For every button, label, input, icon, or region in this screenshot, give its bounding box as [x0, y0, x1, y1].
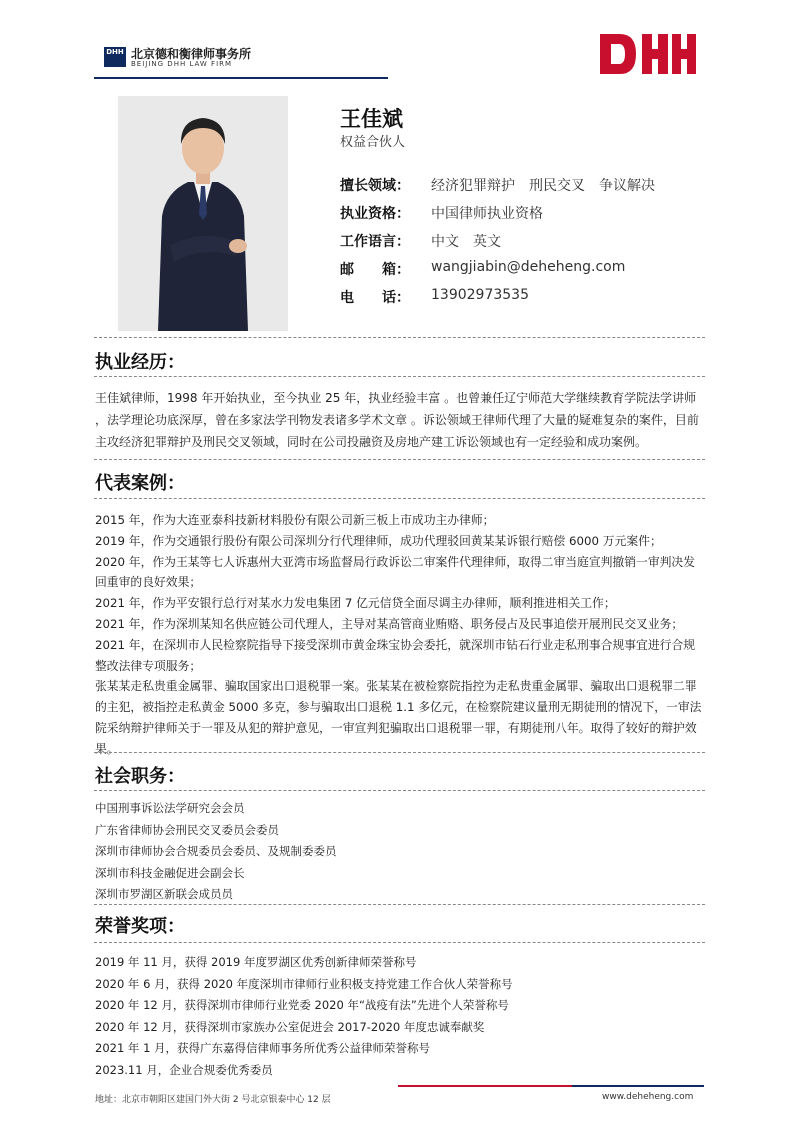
info-label-qualification: 执业资格：: [340, 206, 410, 222]
info-label-practice-areas: 擅长领域：: [340, 178, 410, 194]
info-value-email[interactable]: wangjiabin@deheheng.com: [431, 259, 626, 275]
section-divider: [94, 337, 705, 338]
info-value-languages: 中文 英文: [431, 234, 501, 250]
honor-item: 2020 年 12 月，获得深圳市家族办公室促进会 2017-2020 年度忠诚奉献奖: [95, 1019, 485, 1034]
section-divider: [94, 904, 705, 905]
section-divider: [94, 459, 705, 460]
case-item: 张某某走私贵重金属罪、骗取国家出口退税罪一案。张某某在被检察院指控为走私贵重金属罪、骗取出口退税罪二罪的主犯，被指控走私黄金 5000 多克，参与骗取出口退税 1.1 多亿元，在检察院建议量刑无期徒刑的情况下，一审法院采纳辩护律师关于一罪及从犯的辩护意见，一审宣判犯骗取出口退税罪一罪，有期徒刑八年。取得了较好的辩护效果。: [95, 679, 702, 756]
experience-paragraph: 王佳斌律师，1998 年开始执业，至今执业 25 年，执业经验丰富 。也曾兼任辽宁师范大学继续教育学院法学讲师 ，法学理论功底深厚，曾在多家法学刊物发表诸多学术文章 。诉讼领域王律师代理了大量的疑难复杂的案件，目前主攻经济犯罪辩护及刑民交叉领域，同时在公司投融资及房地产建工诉讼领域也有一定经验和成功案例。: [95, 391, 699, 449]
case-item: 2015 年，作为大连亚泰科技新材料股份有限公司新三板上市成功主办律师；: [95, 513, 495, 527]
experience-text: [95, 387, 705, 453]
info-value-practice-areas: 经济犯罪辩护 刑民交叉 争议解决: [431, 178, 655, 194]
firm-name-cn: 北京德和衡律师事务所: [131, 47, 252, 61]
info-value-phone[interactable]: 13902973535: [431, 287, 529, 303]
case-item: 2021 年，作为平安银行总行对某水力发电集团 7 亿元信贷全面尽调主办律师，顺利推进相关工作；: [95, 596, 616, 611]
firm-name-en: BEIJING DHH LAW FIRM: [131, 60, 233, 68]
section-divider: [94, 376, 705, 377]
firm-logo-icon: DHH: [104, 47, 126, 67]
dhh-brand-logo: [598, 30, 698, 78]
header-divider: [94, 77, 388, 79]
cases-list: [95, 510, 705, 760]
section-divider: [94, 752, 705, 753]
section-divider: [94, 942, 705, 943]
lawyer-title: 权益合伙人: [340, 135, 406, 150]
footer-address: 地址：北京市朝阳区建国门外大街 2 号北京银泰中心 12 层: [95, 1095, 331, 1105]
info-label-email: 邮 箱：: [340, 262, 410, 278]
footer-accent-red: [398, 1085, 572, 1087]
lawyer-name: 王佳斌: [340, 107, 403, 131]
social-list: [95, 798, 705, 906]
section-title-cases: 代表案例：: [95, 473, 185, 494]
case-item: 2021 年，作为深圳某知名供应链公司代理人，主导对某高管商业贿赂、职务侵占及民事追偿开展刑民交叉业务；: [95, 616, 684, 631]
info-label-languages: 工作语言：: [340, 234, 410, 250]
section-divider: [94, 498, 705, 499]
footer-accent-navy: [572, 1085, 704, 1087]
honors-list: [95, 952, 705, 1081]
social-item: 中国刑事诉讼法学研究会会员: [95, 801, 245, 815]
social-item: 深圳市律师协会合规委员会委员、及规制委委员: [95, 844, 337, 858]
section-title-experience: 执业经历：: [95, 352, 185, 373]
case-item: 2021 年，在深圳市人民检察院指导下接受深圳市黄金珠宝协会委托，就深圳市钻石行业走私刑事合规事宜进行合规整改法律专项服务；: [95, 637, 696, 673]
case-item: 2020 年，作为王某等七人诉惠州大亚湾市场监督局行政诉讼二审案件代理律师，取得二审当庭宣判撤销一审判决发回重审的良好效果；: [95, 554, 696, 590]
social-item: 广东省律师协会刑民交叉委员会委员: [95, 822, 279, 837]
honor-item: 2020 年 12 月，获得深圳市律师行业党委 2020 年“战疫有法”先进个人荣誉称号: [95, 998, 509, 1012]
footer-website-link[interactable]: www.deheheng.com: [602, 1092, 694, 1102]
social-item: 深圳市罗湖区新联会成员员: [95, 887, 233, 901]
honor-item: 2021 年 1 月，获得广东嘉得信律师事务所优秀公益律师荣誉称号: [95, 1041, 431, 1055]
case-item: 2019 年，作为交通银行股份有限公司深圳分行代理律师，成功代理驳回黄某某诉银行赔偿 6000 万元案件；: [95, 533, 662, 548]
section-title-social: 社会职务：: [95, 766, 185, 787]
honor-item: 2023.11 月，企业合规委优秀委员: [95, 1062, 273, 1077]
honor-item: 2019 年 11 月，获得 2019 年度罗湖区优秀创新律师荣誉称号: [95, 955, 417, 969]
lawyer-portrait-photo: [118, 96, 288, 331]
section-divider: [94, 790, 705, 791]
social-item: 深圳市科技金融促进会副会长: [95, 865, 245, 880]
honor-item: 2020 年 6 月，获得 2020 年度深圳市律师行业积极支持党建工作合伙人荣誉称号: [95, 976, 513, 991]
info-label-phone: 电 话：: [340, 290, 410, 306]
info-value-qualification: 中国律师执业资格: [431, 206, 543, 222]
section-title-honors: 荣誉奖项：: [95, 916, 185, 937]
